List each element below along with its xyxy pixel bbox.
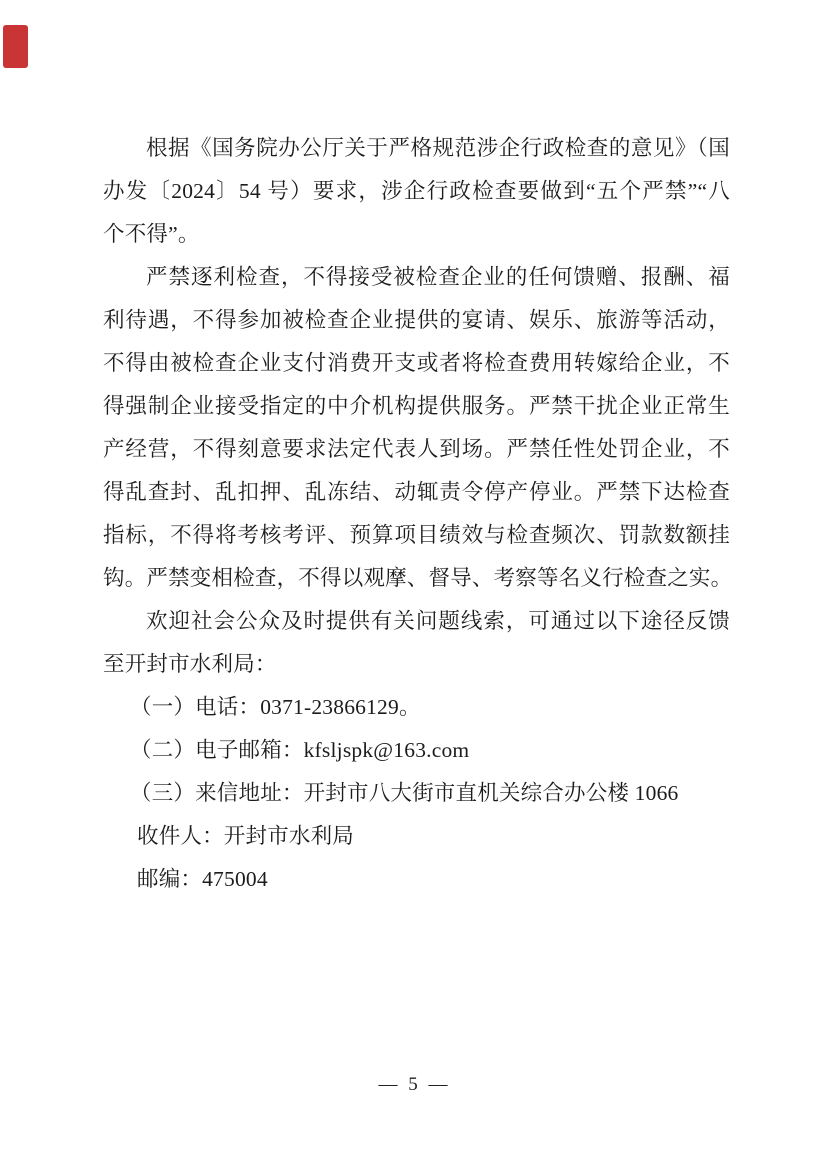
text-line: 办发〔2024〕54 号）要求，涉企行政检查要做到“五个严禁”“八 — [103, 179, 730, 203]
text-line: 根据《国务院办公厅关于严格规范涉企行政检查的意见》（国 — [146, 136, 730, 160]
contact-address-line: （三）来信地址：开封市八大街市直机关综合办公楼 1066 — [130, 781, 679, 805]
text-line: 严禁逐利检查，不得接受被检查企业的任何馈赠、报酬、福 — [146, 265, 730, 289]
text-line: 个不得”。 — [103, 222, 200, 246]
contact-email-line: （二）电子邮箱：kfsljspk@163.com — [130, 738, 470, 762]
text-line: 利待遇，不得参加被检查企业提供的宴请、娱乐、旅游等活动， — [103, 308, 730, 332]
contact-recipient-line: 收件人：开封市水利局 — [137, 824, 355, 848]
contact-phone-line: （一）电话：0371-23866129。 — [130, 695, 421, 719]
text-line: 欢迎社会公众及时提供有关问题线索，可通过以下途径反馈 — [146, 609, 730, 633]
contact-postcode-line: 邮编：475004 — [137, 867, 268, 891]
text-line: 得乱查封、乱扣押、乱冻结、动辄责令停产停业。严禁下达检查 — [103, 480, 730, 504]
red-corner-mark — [3, 25, 28, 68]
text-line: 指标，不得将考核考评、预算项目绩效与检查频次、罚款数额挂 — [103, 523, 730, 547]
text-line: 钩。严禁变相检查，不得以观摩、督导、考察等名义行检查之实。 — [103, 566, 733, 590]
page-number: — 5 — — [378, 1074, 448, 1095]
text-line: 至开封市水利局： — [103, 652, 277, 676]
document-body — [103, 127, 733, 901]
text-line: 得强制企业接受指定的中介机构提供服务。严禁干扰企业正常生 — [103, 394, 730, 418]
text-line: 不得由被检查企业支付消费开支或者将检查费用转嫁给企业，不 — [103, 351, 730, 375]
text-line: 产经营，不得刻意要求法定代表人到场。严禁任性处罚企业，不 — [103, 437, 730, 461]
